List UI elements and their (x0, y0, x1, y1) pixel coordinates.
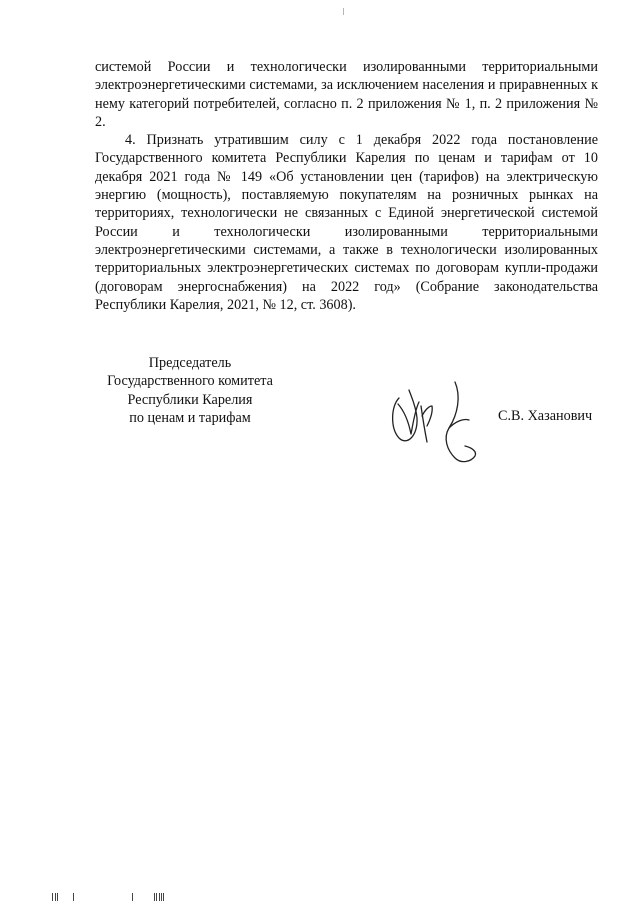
scan-mark-top (343, 8, 344, 15)
signatory-title-line: Республики Карелия (127, 391, 253, 408)
signatory-title-line: Государственного комитета (107, 373, 273, 390)
signatory-name: С.В. Хазанович (498, 408, 593, 424)
handwritten-signature (385, 376, 495, 466)
signatory-title (95, 354, 285, 427)
document-body (95, 58, 598, 314)
scan-marks-bottom (52, 893, 192, 903)
signatory-title-line: по ценам и тарифам (129, 409, 251, 426)
signature-block (0, 354, 640, 474)
signatory-title-line: Председатель (148, 355, 232, 371)
paragraph-continued: системой России и технологически изолированными территориальными электроэнергетическими системами, за исключением населения и приравненных к нему категорий потребителей, согласно п. 2 приложения № 1, п. 2 приложения № 2. (95, 59, 598, 130)
paragraph-4: 4. Признать утратившим силу с 1 декабря 2022 года постановление Государственного комитета Республики Карелия по ценам и тарифам от 10 декабря 2021 года № 149 «Об установлении цен (тарифов) на электрическую энергию (мощность), поставляемую покупателям на розничных рынках на территориях, технологически не связанных с Единой энергетической системой России и технологически изолированными территориальными электроэнергетическими системами, а также в технологически изолированных территориальных электроэнергетических системах по договорам купли-продажи (договорам энергоснабжения) на 2022 год» (Собрание законодательства Республики Карелия, 2021, № 12, ст. 3608). (95, 132, 598, 313)
